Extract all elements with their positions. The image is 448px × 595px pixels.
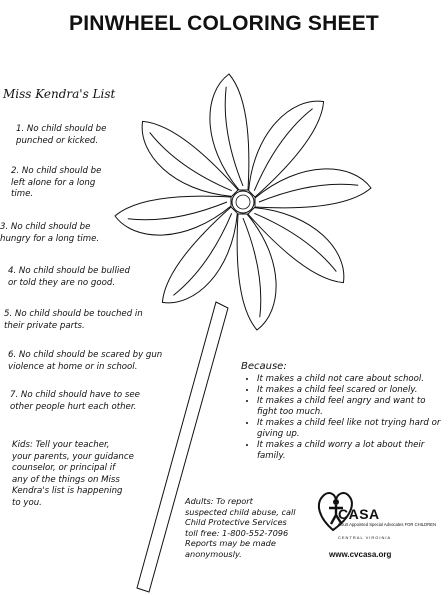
pinwheel-blade-fold: [254, 213, 336, 271]
because-item: • It makes a child feel angry and want to fight too much.: [257, 396, 441, 418]
website-link[interactable]: www.cvcasa.org: [329, 550, 392, 559]
pinwheel-blade: [249, 101, 324, 197]
list-item: 4. No child should be bullied or told they are no good.: [8, 266, 130, 288]
list-item: 7. No child should have to see other people hurt each other.: [10, 390, 140, 412]
pinwheel-blade: [255, 169, 371, 208]
pinwheel-blade-fold: [254, 109, 312, 191]
pinwheel-blade: [115, 196, 231, 235]
pinwheel-center: [232, 191, 254, 213]
casa-subtitle: Court Appointed Special Advocates FOR CHILDREN: [338, 522, 436, 527]
list-item: 5. No child should be touched in their private parts.: [4, 309, 143, 331]
pinwheel-blade: [237, 214, 276, 330]
pinwheel-blade-fold: [259, 184, 358, 202]
list-item: 2. No child should be left alone for a long time.: [11, 166, 102, 199]
because-item: • It makes a child worry a lot about their family.: [257, 440, 441, 462]
pinwheel-blade-fold: [225, 87, 243, 186]
pinwheel-blade: [210, 74, 249, 190]
adults-note: Adults: To report suspected child abuse, call Child Protective Services toll free: 1-800-552-7096 Reports may be made anonymously.: [185, 496, 296, 559]
page-title: PINWHEEL COLORING SHEET: [69, 12, 379, 35]
casa-wordmark: CASA: [338, 506, 380, 522]
pinwheel-blade-fold: [128, 202, 227, 220]
pinwheel-blade: [248, 208, 344, 283]
because-item: • It makes a child feel scared or lonely.: [257, 385, 441, 396]
casa-region: CENTRAL VIRGINIA: [338, 535, 392, 540]
because-section: [241, 361, 441, 462]
list-item: 6. No child should be scared by gun violence at home or in school.: [8, 350, 163, 372]
pinwheel-blade-fold: [243, 218, 261, 317]
pinwheel-blade-fold: [150, 132, 232, 190]
because-heading: Because:: [241, 361, 287, 372]
list-item: 1. No child should be punched or kicked.: [16, 124, 107, 146]
pinwheel-blade: [142, 121, 238, 196]
list-item: 3. No child should be hungry for a long time.: [0, 222, 100, 244]
pinwheel-blade: [162, 207, 237, 303]
because-item: • It makes a child not care about school.: [257, 374, 441, 385]
list-title: Miss Kendra's List: [3, 87, 116, 101]
pinwheel-blade-fold: [173, 213, 231, 295]
kids-note: Kids: Tell your teacher, your parents, your guidance counselor, or principal if any of the things on Miss Kendra's list is happening to you.: [12, 440, 134, 508]
because-item: • It makes a child feel like not trying hard or giving up.: [257, 418, 441, 440]
